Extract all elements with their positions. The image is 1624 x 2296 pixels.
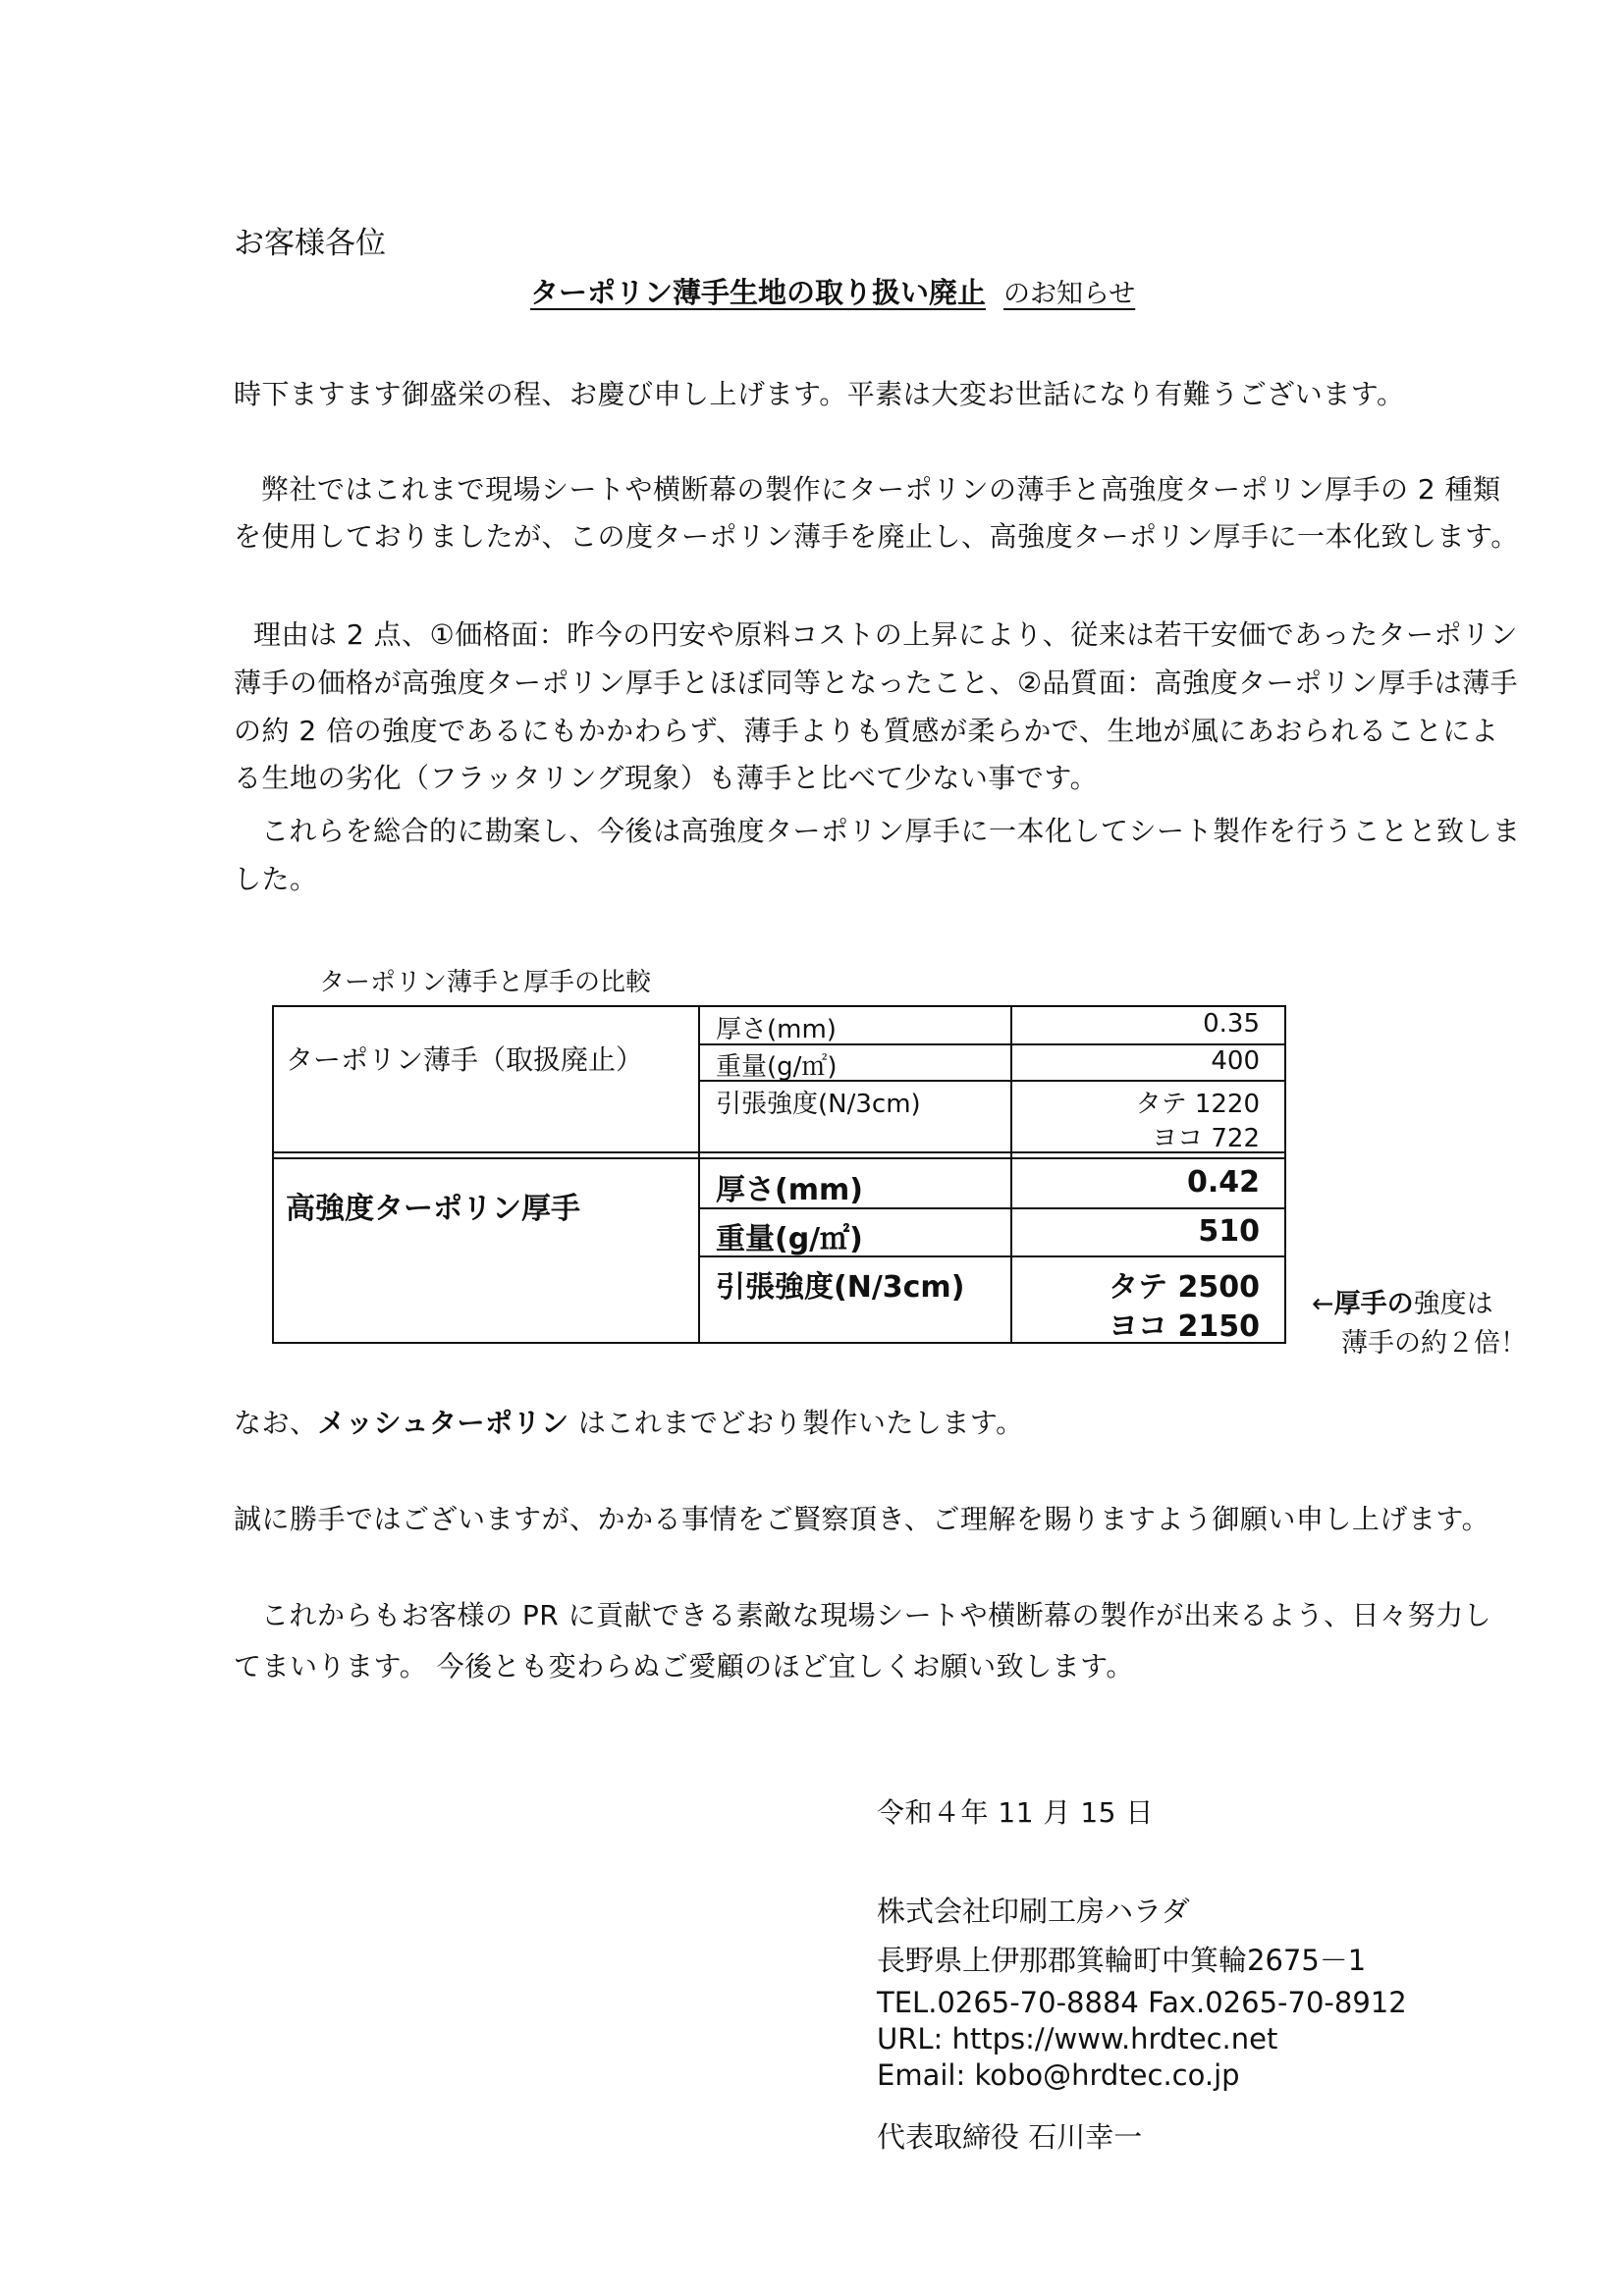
salutation: お客様各位 [234, 226, 386, 261]
thin-thickness-label: 厚さ(mm) [716, 1015, 837, 1044]
thick-weight-value: 510 [1198, 1214, 1260, 1249]
greeting: 時下ますます御盛栄の程、お慶び申し上げます。平素は大変お世話になり有難うございます。 [234, 378, 1405, 410]
paragraph-3-line-1: これらを総合的に勘案し、今後は高強度ターポリン厚手に一本化してシート製作を行うことと致しま [261, 815, 1521, 847]
thick-thickness-label: 厚さ(mm) [716, 1173, 863, 1207]
thick-thickness-value: 0.42 [1186, 1165, 1260, 1200]
closing-line-2: てまいります。 今後とも変わらぬご愛顧のほど宜しくお願い致します。 [234, 1650, 1134, 1682]
paragraph-2-line-4: る生地の劣化（フラッタリング現象）も薄手と比べて少ない事です。 [234, 762, 1099, 794]
thick-tensile-vertical: タテ 2500 [1109, 1270, 1260, 1305]
thin-thickness-value: 0.35 [1203, 1009, 1260, 1039]
thin-tensile-label: 引張強度(N/3cm) [716, 1090, 921, 1119]
notice-title-main: ターポリン薄手生地の取り扱い廃止 [530, 276, 987, 309]
table-caption: ターポリン薄手と厚手の比較 [319, 968, 652, 997]
company-name: 株式会社印刷工房ハラダ [877, 1895, 1190, 1928]
representative: 代表取締役 石川幸一 [877, 2120, 1143, 2154]
paragraph-3-line-2: した。 [234, 863, 318, 895]
mesh-prefix: なお、 [234, 1407, 318, 1439]
company-address: 長野県上伊那郡箕輪町中箕輪2675－1 [877, 1944, 1367, 1977]
thick-tensile-horizontal: ヨコ 2150 [1109, 1309, 1260, 1344]
website-url: URL: https://www.hrdtec.net [877, 2022, 1278, 2056]
mesh-suffix: はこれまでどおり製作いたします。 [568, 1407, 1024, 1439]
thin-tarpaulin-name: ターポリン薄手（取扱廃止） [286, 1043, 644, 1076]
notice-title [530, 271, 1135, 311]
paragraph-1-line-2: を使用しておりましたが、この度ターポリン薄手を廃止し、高強度ターポリン厚手に一本化致します。 [234, 520, 1519, 553]
thin-weight-label: 重量(g/㎡) [716, 1052, 838, 1082]
thick-tensile-label: 引張強度(N/3cm) [716, 1270, 965, 1305]
left-arrow-icon: ← [1312, 1289, 1334, 1319]
thin-tensile-vertical: タテ 1220 [1135, 1090, 1260, 1119]
paragraph-2-line-3: の約 2 倍の強度であるにもかかわらず、薄手よりも質感が柔らかで、生地が風にあおられることによ [234, 715, 1499, 747]
paragraph-1-line-1: 弊社ではこれまで現場シートや横断幕の製作にターポリンの薄手と高強度ターポリン厚手の 2 種類 [261, 473, 1501, 506]
thin-weight-value: 400 [1211, 1046, 1260, 1076]
tel-fax: TEL.0265-70-8884 Fax.0265-70-8912 [877, 1986, 1407, 2019]
thick-tarpaulin-name: 高強度ターポリン厚手 [286, 1192, 580, 1226]
thick-weight-label: 重量(g/㎡) [716, 1222, 863, 1256]
closing-line-1: これからもお客様の PR に貢献できる素敵な現場シートや横断幕の製作が出来るよう、日々努力し [261, 1599, 1492, 1631]
notice-title-sub: のお知らせ [1003, 279, 1136, 309]
mesh-tarpaulin-note [234, 1402, 1024, 1441]
side-note-line-2: 薄手の約２倍！ [1341, 1328, 1527, 1359]
date: 令和４年 11 月 15 日 [877, 1796, 1154, 1829]
email-address: Email: kobo@hrdtec.co.jp [877, 2058, 1240, 2092]
side-note [1312, 1282, 1493, 1320]
thin-tensile-horizontal: ヨコ 722 [1152, 1124, 1260, 1153]
comparison-table [272, 1005, 1286, 1344]
paragraph-2-line-2: 薄手の価格が高強度ターポリン厚手とほぼ同等となったこと、②品質面：高強度ターポリン厚手は薄手 [234, 667, 1519, 699]
side-note-bold: 厚手の [1333, 1289, 1414, 1319]
mesh-bold: メッシュターポリン [317, 1407, 569, 1439]
paragraph-2-line-1: 理由は 2 点、①価格面：昨今の円安や原料コストの上昇により、従来は若干安価であったターポリン [253, 618, 1518, 651]
apology: 誠に勝手ではございますが、かかる事情をご賢察頂き、ご理解を賜りますよう御願い申し上げます。 [234, 1503, 1490, 1535]
side-note-rest: 強度は [1413, 1289, 1493, 1319]
